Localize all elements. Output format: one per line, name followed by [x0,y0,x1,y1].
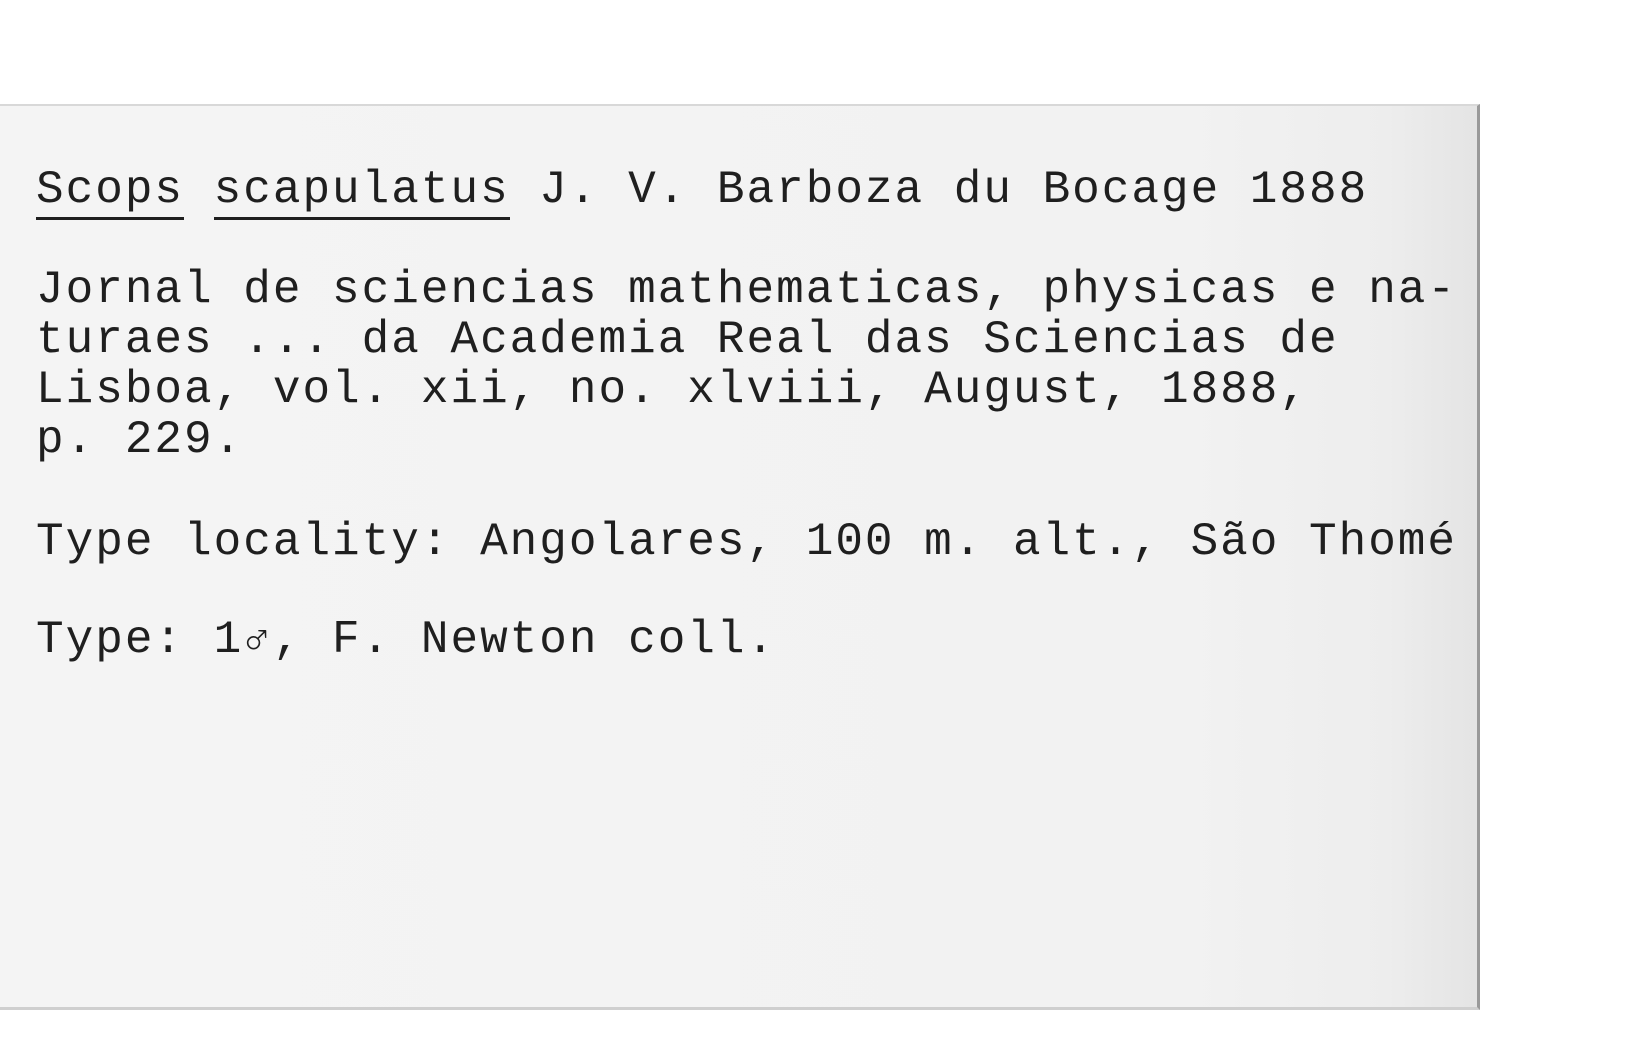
index-card [0,104,1480,1010]
reference-line: p. 229. [36,414,244,466]
reference-line: Jornal de sciencias mathematicas, physicas e na- [36,264,1458,316]
authority: J. V. Barboza du Bocage 1888 [539,164,1369,216]
genus-name: Scops [36,164,184,220]
type-locality: Type locality: Angolares, 100 m. alt., São Thomé [36,516,1458,568]
species-name: scapulatus [214,164,510,220]
reference-line: Lisboa, vol. xii, no. xlviii, August, 1888, [36,364,1309,416]
reference-line: turaes ... da Academia Real das Sciencias de [36,314,1339,366]
card-title [36,164,1368,216]
type-specimen: Type: 1♂, F. Newton coll. [36,614,777,666]
